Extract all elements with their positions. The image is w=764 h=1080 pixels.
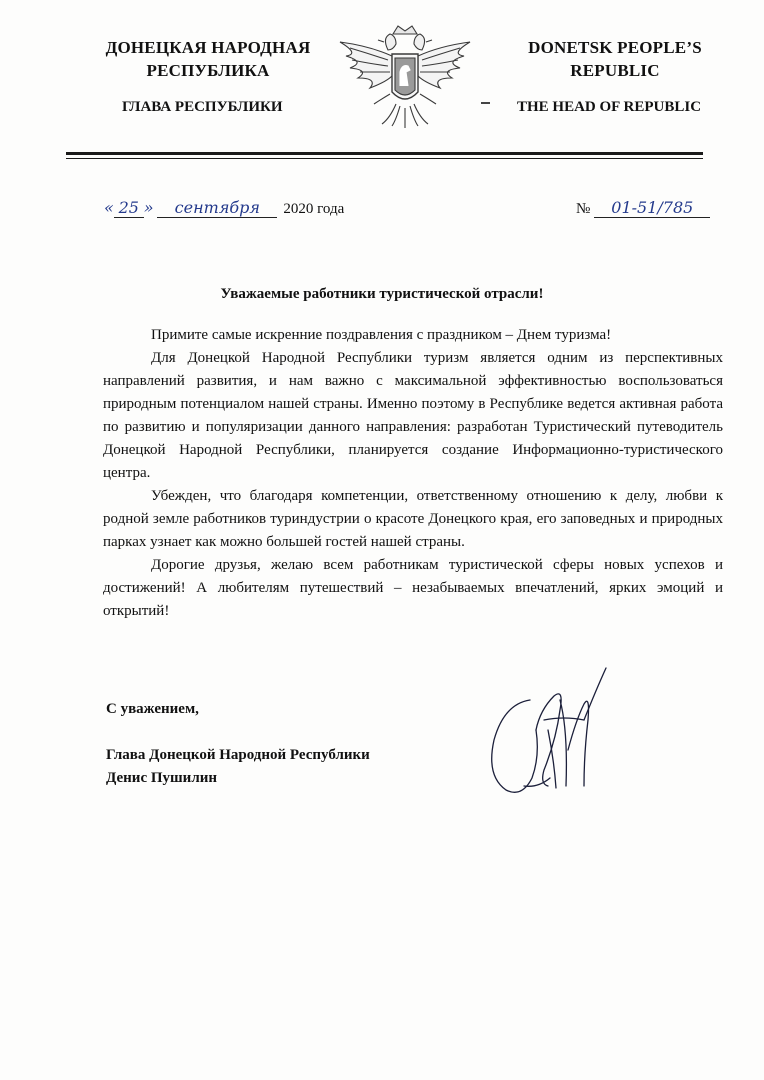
signer-name: Денис Пушилин [106,770,218,786]
letter-body [103,324,723,623]
stray-mark [481,102,490,104]
document-number [576,198,710,218]
date-day: 25 [114,198,144,218]
body-paragraph: Убежден, что благодаря компетенции, ответственному отношению к делу, любви к родной земле работников туриндустрии о красоте Донецкого края, его заповедных и природных парках узнает как можно большей гостей нашей страны. [103,488,723,550]
letter-greeting: Уважаемые работники туристической отрасли! [220,286,544,302]
header-right-title: DONETSK PEOPLE’S REPUBLIC [528,38,702,80]
signer-block [106,744,370,790]
number-prefix: № [576,201,591,217]
date-month: сентября [157,198,277,218]
header-left-title: ДОНЕЦКАЯ НАРОДНАЯ РЕСПУБЛИКА [105,38,311,80]
quote-open: « [104,198,114,217]
number-value: 01-51/785 [594,198,710,218]
header-rule-thin [66,158,703,159]
double-headed-eagle-emblem [330,20,480,132]
header-right-subtitle: THE HEAD OF REPUBLIC [517,99,702,115]
closing-phrase: С уважением, [106,701,199,717]
body-paragraph: Примите самые искренние поздравления с праздником – Днем туризма! [151,327,612,343]
quote-close: » [143,198,154,217]
date-year: 2020 года [283,201,345,217]
handwritten-signature [484,660,624,810]
body-paragraph: Для Донецкой Народной Республики туризм является одним из перспективных направлений развития, и нам важно с максимальной эффективностью воспользоваться природным потенциалом нашей страны. Именно поэтому в Республике ведется активная работа по развитию и популяризации данного направления: разработан Туристический путеводитель Донецкой Народной Республики, планируется создание Информационно-туристического центра. [103,350,723,481]
header-rule-thick [66,152,703,155]
body-paragraph: Дорогие друзья, желаю всем работникам туристической сферы новых успехов и достижений! А любителям путешествий – незабываемых впечатлений, ярких эмоций и открытий! [103,557,723,619]
document-date [104,198,344,218]
header-left-subtitle: ГЛАВА РЕСПУБЛИКИ [122,99,283,115]
signer-title: Глава Донецкой Народной Республики [106,747,370,763]
